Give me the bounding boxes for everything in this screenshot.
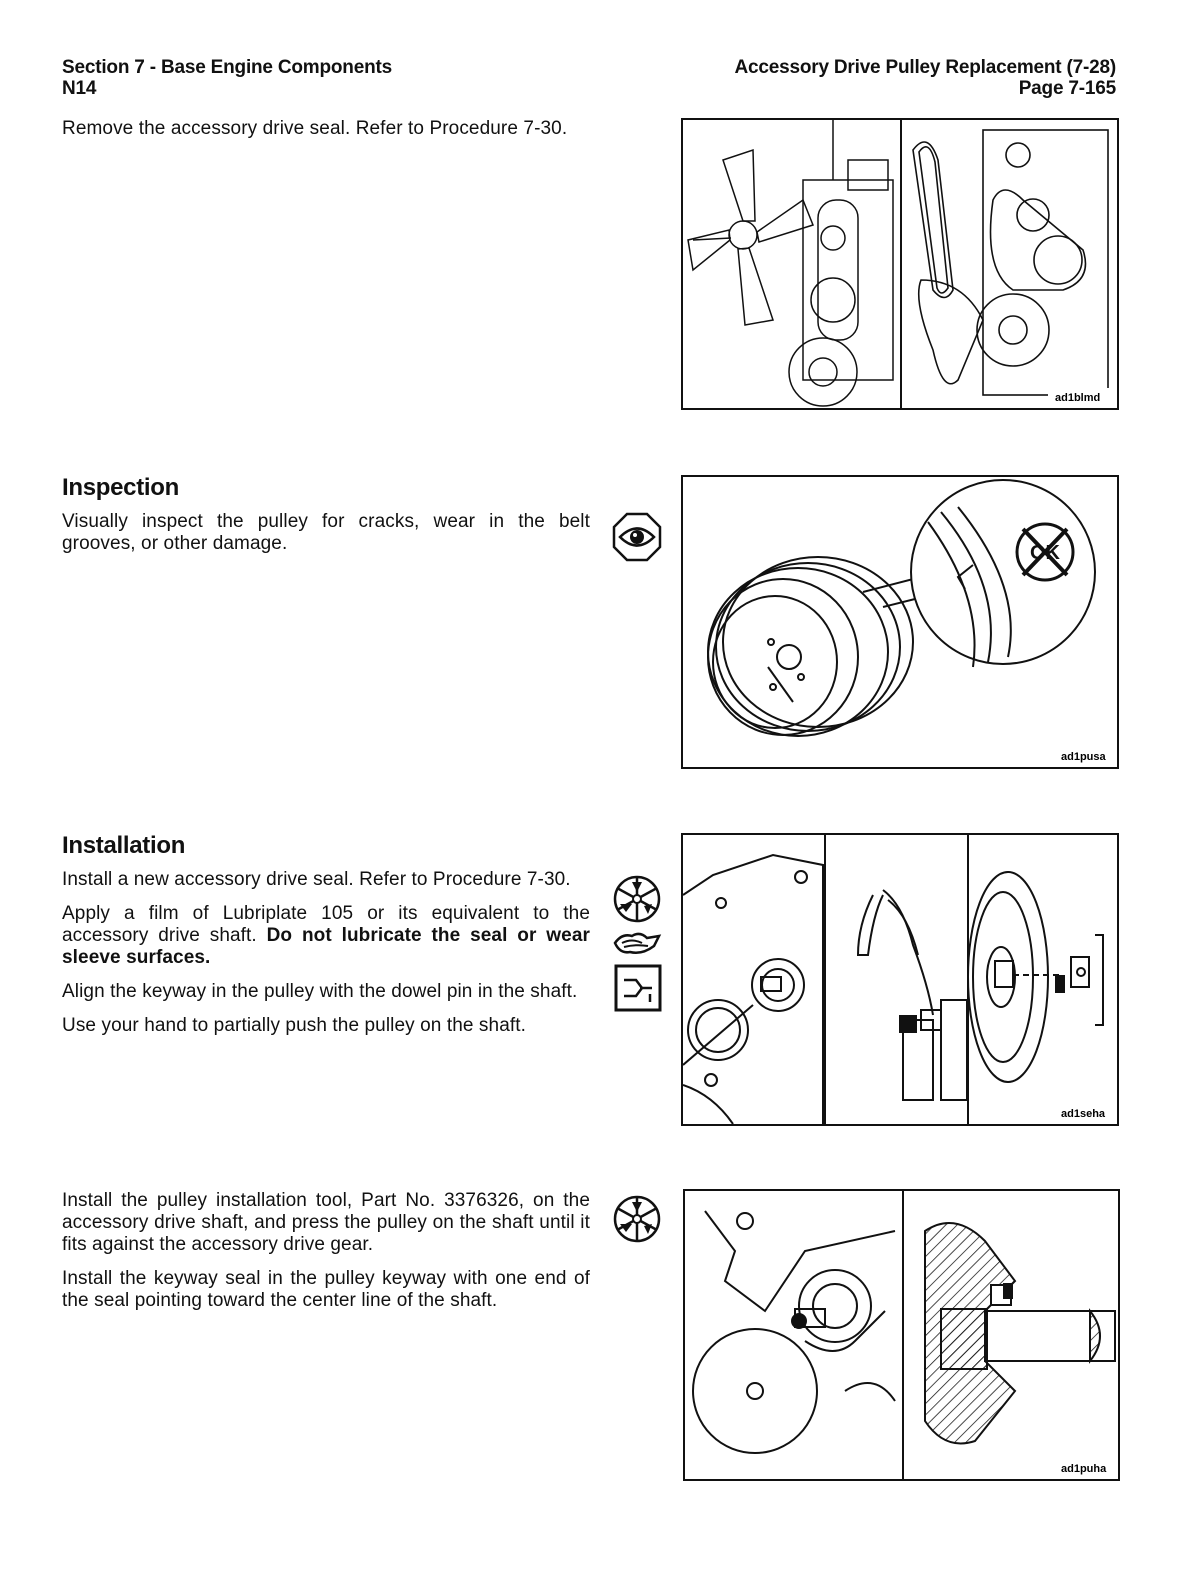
installation-step-6: Install the keyway seal in the pulley keyway with one end of the seal pointing toward the center line of the shaft. <box>62 1268 590 1311</box>
seal-installation-illustration <box>683 835 1117 1124</box>
section-title: Section 7 - Base Engine Components <box>62 57 392 78</box>
figure-1-label: ad1blmd <box>1055 392 1101 404</box>
tool-installation-illustration <box>685 1191 1118 1479</box>
installation-heading: Installation <box>62 832 186 859</box>
figure-seal-installation <box>681 833 1119 1126</box>
installation-step-5: Install the pulley installation tool, Part No. 3376326, on the accessory drive shaft, and press the pulley on the shaft until it fits against the accessory drive gear. <box>62 1190 590 1255</box>
figure-3-label: ad1seha <box>1061 1108 1106 1120</box>
figure-4-label: ad1puha <box>1061 1463 1107 1475</box>
keyway-icon <box>614 964 662 1012</box>
page-number: Page 7-165 <box>1018 78 1116 99</box>
procedure-title: Accessory Drive Pulley Replacement (7-28) <box>734 57 1116 78</box>
ok-symbol: OK <box>1030 542 1060 564</box>
lubricant-icon <box>612 928 662 958</box>
installation-step-2 <box>62 903 590 969</box>
removal-text <box>62 118 590 152</box>
installation-step-2-normal: Apply a film of Lubriplate 105 or its equivalent to the accessory drive shaft. <box>62 903 590 946</box>
inspection-text-block <box>62 511 590 567</box>
eye-icon <box>612 512 662 562</box>
installation-step-4: Use your hand to partially push the pulley on the shaft. <box>62 1015 526 1036</box>
figure-belt-removal <box>681 118 1119 410</box>
figure-2-label: ad1pusa <box>1061 751 1106 763</box>
procedure-header <box>735 57 1117 99</box>
installation-step-1: Install a new accessory drive seal. Refer to Procedure 7-30. <box>62 869 571 890</box>
inspection-heading: Inspection <box>62 474 180 501</box>
engine-model: N14 <box>62 78 97 99</box>
belt-removal-illustration <box>683 120 1117 408</box>
removal-step-1: Remove the accessory drive seal. Refer to Procedure 7-30. <box>62 118 568 139</box>
tool-wheel-icon <box>612 874 662 924</box>
tool-wheel-icon-2 <box>612 1194 662 1244</box>
installation-text-block <box>62 869 590 1049</box>
tool-text-block <box>62 1190 590 1324</box>
figure-tool-installation <box>683 1189 1120 1481</box>
pulley-inspection-illustration <box>683 477 1117 767</box>
installation-step-2-warning: Do not lubricate the seal or wear sleeve surfaces. <box>62 925 590 968</box>
figure-pulley-inspection <box>681 475 1119 769</box>
section-header <box>62 57 392 99</box>
installation-step-3: Align the keyway in the pulley with the dowel pin in the shaft. <box>62 981 578 1002</box>
inspection-text: Visually inspect the pulley for cracks, wear in the belt grooves, or other damage. <box>62 511 590 554</box>
